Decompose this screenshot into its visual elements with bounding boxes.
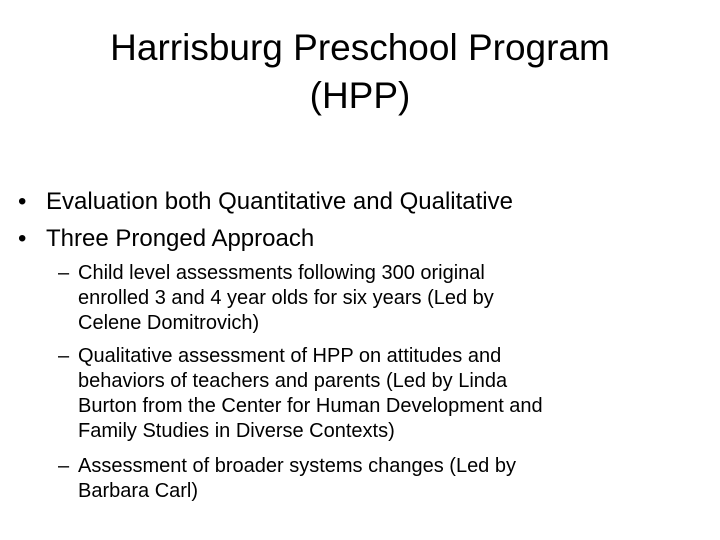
sub-bullet-line: behaviors of teachers and parents (Led by Linda: [78, 370, 508, 392]
slide-title-line-2: (HPP): [309, 75, 411, 116]
sub-bullet-line: Family Studies in Diverse Contexts): [78, 420, 395, 442]
sub-bullet-line: Qualitative assessment of HPP on attitudes and: [78, 345, 502, 367]
bullet-item: [18, 223, 314, 255]
sub-bullet-line: Barbara Carl): [78, 480, 199, 502]
sub-bullet-marker: –: [58, 455, 70, 477]
sub-bullet-item: [58, 454, 698, 504]
sub-bullet-marker: –: [58, 345, 70, 367]
bullet-text: Evaluation both Quantitative and Qualitative: [46, 188, 513, 215]
sub-bullet-marker: –: [58, 262, 70, 284]
sub-bullet-line: enrolled 3 and 4 year olds for six years (Led by: [78, 287, 494, 309]
sub-bullet-line: Assessment of broader systems changes (Led by: [78, 455, 516, 477]
bullet-item: [18, 186, 513, 218]
slide-title-line-1: Harrisburg Preschool Program: [110, 27, 610, 68]
sub-bullet-item: [58, 261, 698, 336]
bullet-text: Three Pronged Approach: [46, 225, 315, 252]
sub-bullet-line: Celene Domitrovich): [78, 312, 260, 334]
sub-bullet-item: [58, 344, 698, 444]
bullet-marker: •: [18, 188, 27, 215]
sub-bullet-line: Child level assessments following 300 original: [78, 262, 485, 284]
bullet-marker: •: [18, 225, 27, 252]
sub-bullet-line: Burton from the Center for Human Development and: [78, 395, 543, 417]
